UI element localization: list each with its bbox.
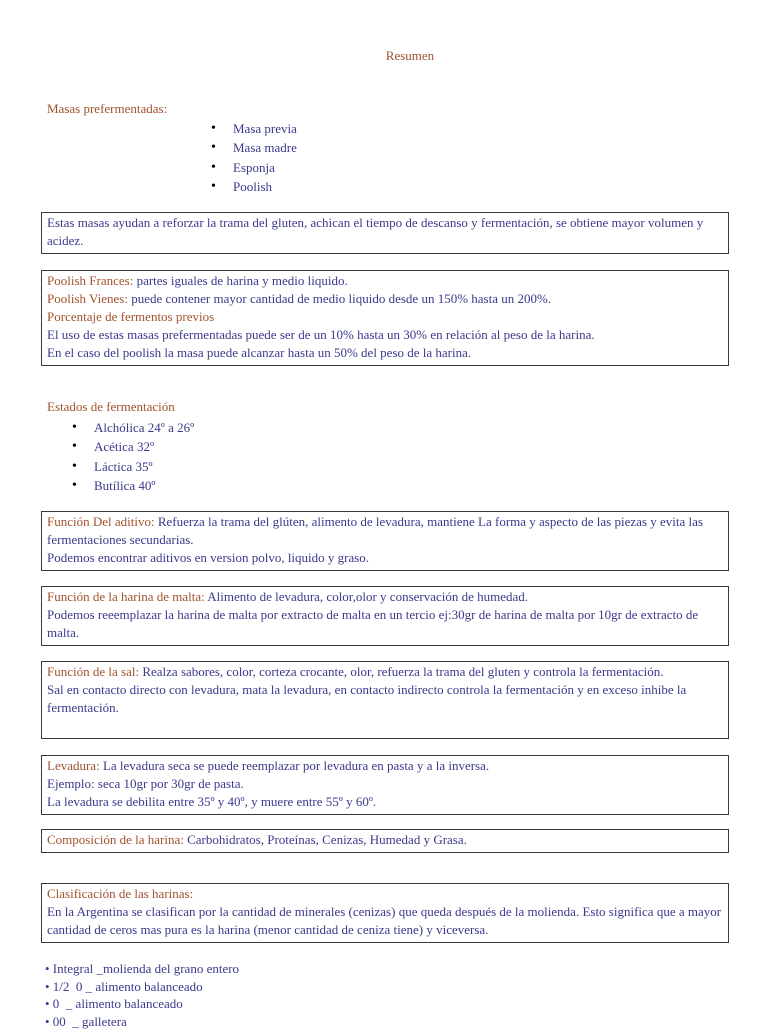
list-item: • 0 _ alimento balanceado xyxy=(45,995,239,1013)
box-line: En el caso del poolish la masa puede alcanzar hasta un 50% del peso de la harina. xyxy=(47,344,724,362)
box-line xyxy=(47,588,724,606)
box-text: La levadura seca se puede reemplazar por levadura en pasta y a la inversa. xyxy=(100,758,489,773)
box-line xyxy=(47,513,724,549)
list-item: • Butílica 40º xyxy=(72,476,194,495)
box-line xyxy=(47,663,724,681)
info-box-sal xyxy=(41,661,729,739)
info-box-aditivo xyxy=(41,511,729,571)
box-label: Composición de la harina: xyxy=(47,832,184,847)
info-box-masas xyxy=(41,212,729,254)
box-line xyxy=(47,757,724,775)
box-label: Poolish Vienes: xyxy=(47,291,128,306)
info-box-clasificacion xyxy=(41,883,729,943)
box-line: Ejemplo: seca 10gr por 30gr de pasta. xyxy=(47,775,724,793)
box-line xyxy=(47,290,724,308)
box-label: Levadura: xyxy=(47,758,100,773)
masas-list xyxy=(211,119,297,196)
box-line xyxy=(47,272,724,290)
box-line: Sal en contacto directo con levadura, mata la levadura, en contacto indirecto controla la fermentación y en exceso inhibe la fermentación. xyxy=(47,681,724,717)
box-text: Carbohidratos, Proteínas, Cenizas, Humedad y Grasa. xyxy=(184,832,467,847)
estados-label: Estados de fermentación xyxy=(47,399,175,415)
box-line: La levadura se debilita entre 35º y 40º, y muere entre 55º y 60º. xyxy=(47,793,724,811)
info-box-malta xyxy=(41,586,729,646)
box-text: Estas masas ayudan a reforzar la trama del gluten, achican el tiempo de descanso y fermentación, se obtiene mayor volumen y acidez. xyxy=(47,214,724,250)
box-text: Refuerza la trama del glúten, alimento de levadura, mantiene La forma y aspecto de las piezas y evita las fermentaciones secundarias. xyxy=(47,514,703,547)
info-box-poolish xyxy=(41,270,729,366)
clasificacion-list xyxy=(45,960,239,1030)
page-title: Resumen xyxy=(0,48,768,64)
box-label: Función de la harina de malta: xyxy=(47,589,205,604)
masas-label: Masas prefermentadas: xyxy=(47,101,167,117)
list-item: • Láctica 35º xyxy=(72,457,194,476)
list-item: • Integral _molienda del grano entero xyxy=(45,960,239,978)
box-text: Realza sabores, color, corteza crocante, olor, refuerza la trama del gluten y controla la fermentación. xyxy=(139,664,663,679)
box-line: Podemos encontrar aditivos en version polvo, liquido y graso. xyxy=(47,549,724,567)
list-item: • Masa previa xyxy=(211,119,297,138)
box-text: partes iguales de harina y medio liquido. xyxy=(133,273,347,288)
list-item: • Poolish xyxy=(211,177,297,196)
box-line: En la Argentina se clasifican por la cantidad de minerales (cenizas) que queda después de la molienda. Esto significa que a mayor cantidad de ceros mas pura es la harina (menor cantidad de ceniza tiene) y viceversa. xyxy=(47,903,724,939)
info-box-composicion xyxy=(41,829,729,853)
list-item: • Masa madre xyxy=(211,138,297,157)
box-line xyxy=(47,831,724,849)
list-item: • 00 _ galletera xyxy=(45,1013,239,1030)
list-item: • Alchólica 24º a 26º xyxy=(72,418,194,437)
box-label: Poolish Frances: xyxy=(47,273,133,288)
box-text: Alimento de levadura, color,olor y conservación de humedad. xyxy=(205,589,528,604)
info-box-levadura xyxy=(41,755,729,815)
box-line: Podemos reeemplazar la harina de malta por extracto de malta en un tercio ej:30gr de harina de malta por 10gr de extracto de malta. xyxy=(47,606,724,642)
list-item: • Esponja xyxy=(211,158,297,177)
box-label: Función Del aditivo: xyxy=(47,514,155,529)
list-item: • Acética 32º xyxy=(72,437,194,456)
list-item: • 1/2 0 _ alimento balanceado xyxy=(45,978,239,996)
estados-list xyxy=(72,418,194,495)
box-text: puede contener mayor cantidad de medio liquido desde un 150% hasta un 200%. xyxy=(128,291,551,306)
box-line: El uso de estas masas prefermentadas puede ser de un 10% hasta un 30% en relación al peso de la harina. xyxy=(47,326,724,344)
box-label: Función de la sal: xyxy=(47,664,139,679)
box-line: Porcentaje de fermentos previos xyxy=(47,308,724,326)
box-line: Clasificación de las harinas: xyxy=(47,885,724,903)
